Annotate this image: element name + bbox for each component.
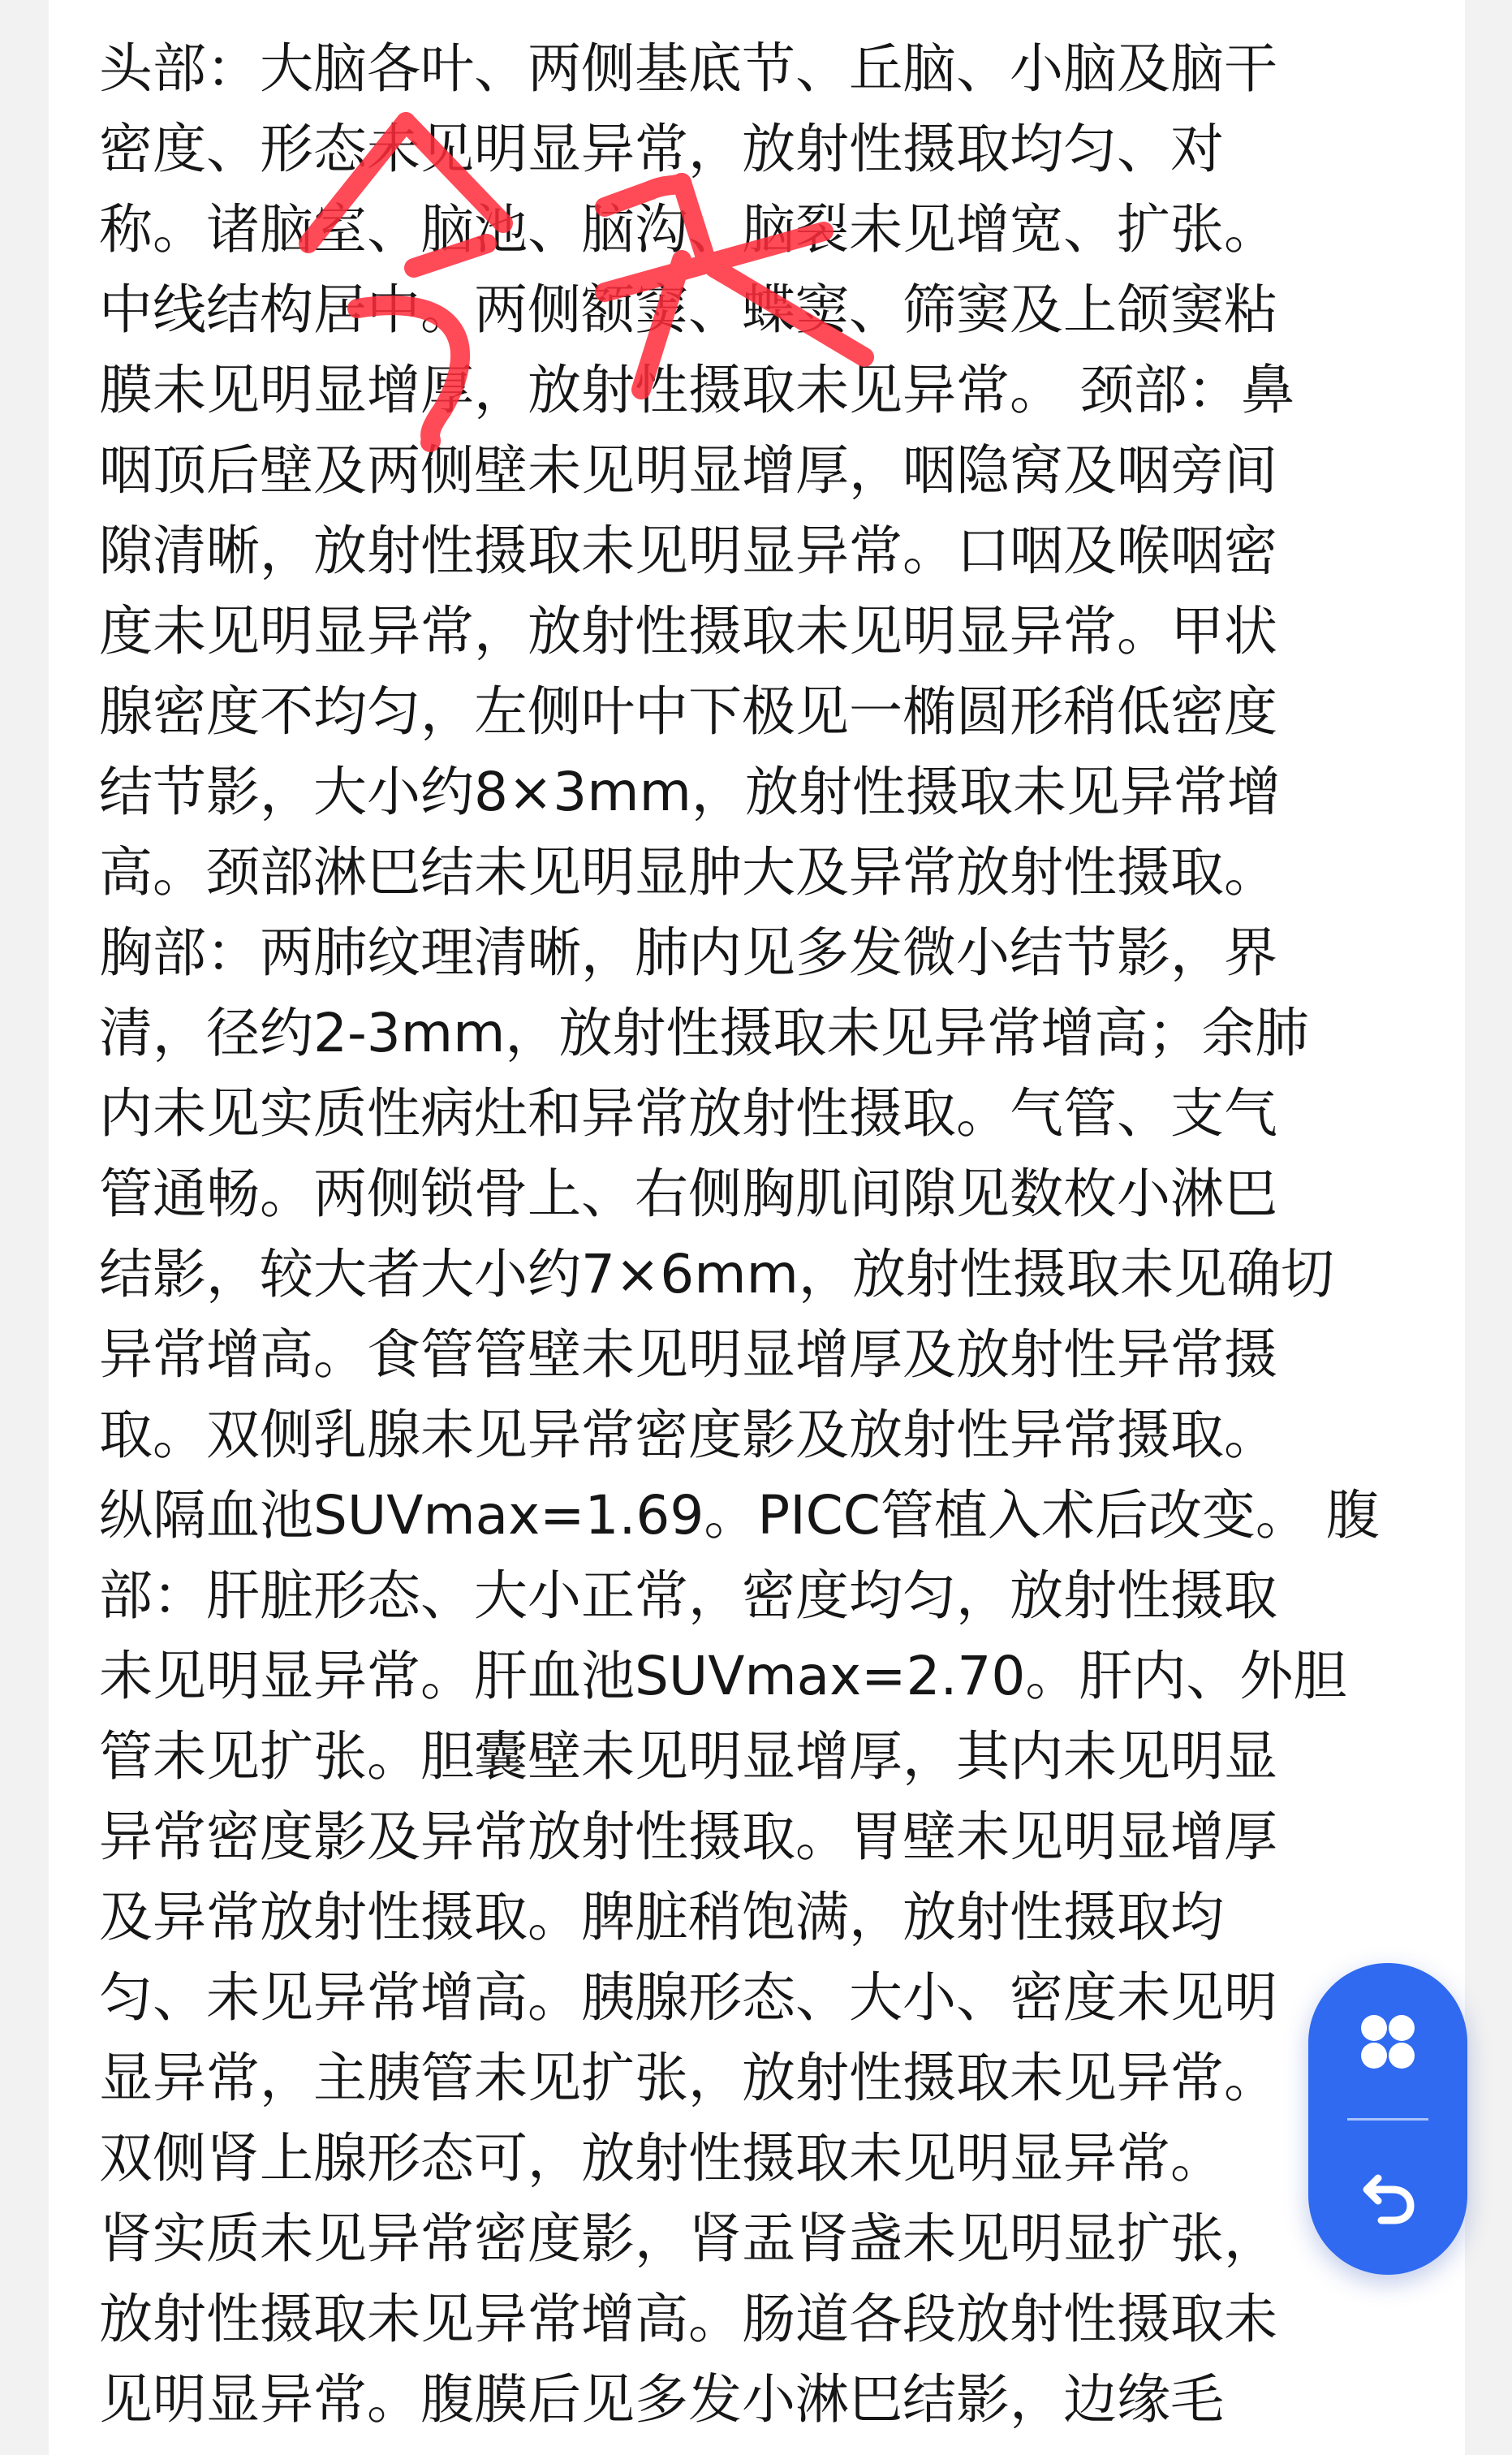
report-line: 取。双侧乳腺未见异常密度影及放射性异常摄取。 bbox=[99, 1404, 1277, 1466]
report-line: 结影，较大者大小约7×6mm，放射性摄取未见确切 bbox=[99, 1243, 1334, 1305]
back-button[interactable] bbox=[1308, 2125, 1467, 2263]
report-line: 内未见实质性病灶和异常放射性摄取。气管、支气 bbox=[99, 1082, 1277, 1145]
report-line: 头部：大脑各叶、两侧基底节、丘脑、小脑及脑干 bbox=[99, 37, 1277, 100]
report-line: 腺密度不均匀，左侧叶中下极见一椭圆形稍低密度 bbox=[99, 680, 1277, 743]
report-line: 密度、形态未见明显异常，放射性摄取均匀、对 bbox=[99, 118, 1224, 180]
undo-arrow-icon bbox=[1354, 2160, 1422, 2228]
report-line: 高。颈部淋巴结未见明显肿大及异常放射性摄取。 bbox=[99, 841, 1277, 904]
report-line: 异常密度影及异常放射性摄取。胃壁未见明显增厚 bbox=[99, 1806, 1277, 1868]
report-line: 结节影，大小约8×3mm，放射性摄取未见异常增 bbox=[99, 761, 1281, 823]
report-line: 肾实质未见异常密度影，肾盂肾盏未见明显扩张， bbox=[99, 2207, 1277, 2270]
report-line: 咽顶后壁及两侧壁未见明显增厚，咽隐窝及咽旁间 bbox=[99, 439, 1277, 502]
report-line: 管通畅。两侧锁骨上、右侧胸肌间隙见数枚小淋巴 bbox=[99, 1163, 1277, 1225]
report-line: 称。诸脑室、脑池、脑沟、脑裂未见增宽、扩张。 bbox=[99, 198, 1277, 261]
report-line: 度未见明显异常，放射性摄取未见明显异常。甲状 bbox=[99, 600, 1277, 662]
report-line: 纵隔血池SUVmax=1.69。PICC管植入术后改变。 腹 bbox=[99, 1484, 1380, 1547]
report-line: 显异常，主胰管未见扩张，放射性摄取未见异常。 bbox=[99, 2047, 1277, 2109]
report-line: 管未见扩张。胆囊壁未见明显增厚，其内未见明显 bbox=[99, 1725, 1277, 1788]
report-line: 放射性摄取未见异常增高。肠道各段放射性摄取未 bbox=[99, 2288, 1277, 2350]
report-text bbox=[99, 28, 1418, 2440]
four-petal-apps-icon bbox=[1354, 2008, 1422, 2076]
report-line: 部：肝脏形态、大小正常，密度均匀，放射性摄取 bbox=[99, 1564, 1277, 1627]
report-line: 未见明显异常。肝血池SUVmax=2.70。肝内、外胆 bbox=[99, 1645, 1347, 1707]
report-line: 见明显异常。腹膜后见多发小淋巴结影，边缘毛 bbox=[99, 2368, 1224, 2431]
report-line: 中线结构居中。两侧额窦、蝶窦、筛窦及上颌窦粘 bbox=[99, 278, 1277, 341]
report-line: 隙清晰，放射性摄取未见明显异常。口咽及喉咽密 bbox=[99, 520, 1277, 582]
report-line: 异常增高。食管管壁未见明显增厚及放射性异常摄 bbox=[99, 1323, 1277, 1386]
report-line: 匀、未见异常增高。胰腺形态、大小、密度未见明 bbox=[99, 1966, 1277, 2029]
panel-divider bbox=[1347, 2118, 1428, 2121]
floating-assistant-panel bbox=[1308, 1963, 1467, 2275]
report-line: 胸部：两肺纹理清晰，肺内见多发微小结节影，界 bbox=[99, 921, 1277, 984]
report-line: 清，径约2-3mm，放射性摄取未见异常增高；余肺 bbox=[99, 1002, 1309, 1064]
report-line: 膜未见明显增厚，放射性摄取未见异常。 颈部：鼻 bbox=[99, 359, 1294, 421]
apps-button[interactable] bbox=[1308, 1973, 1467, 2111]
report-line: 双侧肾上腺形态可，放射性摄取未见明显异常。 bbox=[99, 2127, 1224, 2190]
report-line: 及异常放射性摄取。脾脏稍饱满，放射性摄取均 bbox=[99, 1886, 1224, 1948]
